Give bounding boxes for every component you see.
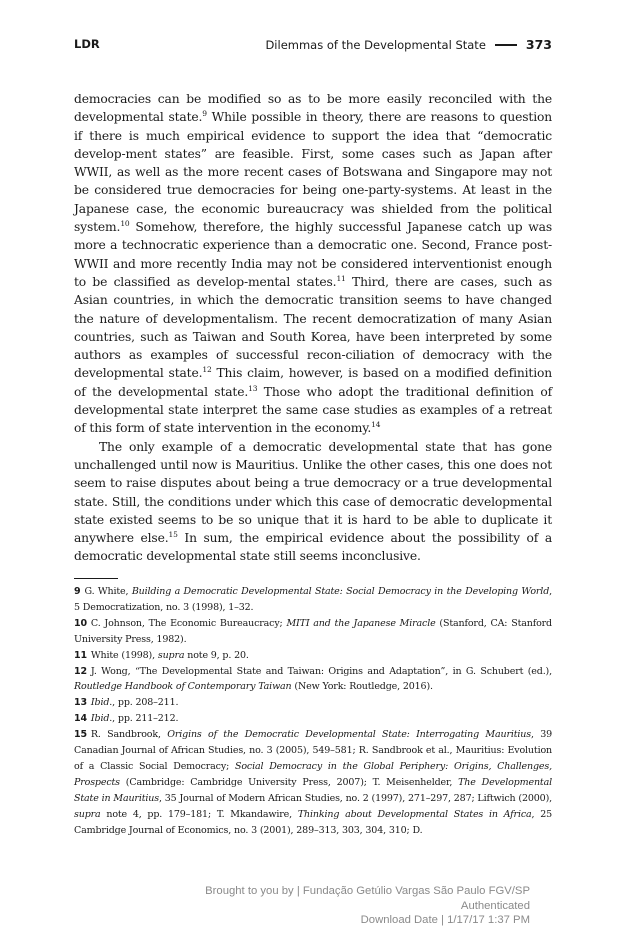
- footnote-15: [74, 727, 552, 838]
- running-head-rule: [495, 44, 517, 46]
- page-number: 373: [525, 37, 552, 52]
- footnote-13: [74, 695, 552, 711]
- footnote-number: 14: [74, 713, 87, 725]
- text-span: (Cambridge: Cambridge University Press, 2007); T. Meisenhelder,: [119, 776, 459, 788]
- text-span: The only example of a democratic developmental state that has gone unchallenged until now is Mauritius. Unlike the other cases, this one does not seem to raise disputes about being a true democracy or a true developmental state. Still, the conditions under which this case of democratic developmental state existed seems to be so unique that it is hard to be able to duplicate it anywhere else.: [74, 439, 552, 546]
- italic-title: Routledge Handbook of Contemporary Taiwan: [74, 681, 292, 693]
- text-span: G. White,: [84, 586, 132, 597]
- footnote-11: [74, 648, 552, 664]
- footnote-ref-15[interactable]: 15: [168, 530, 178, 540]
- italic-term: Ibid: [90, 697, 110, 709]
- running-head: [74, 37, 552, 55]
- footnote-ref-11[interactable]: 11: [336, 273, 346, 283]
- footnote-separator: [74, 578, 118, 579]
- footnote-14: [74, 711, 552, 727]
- footnote-ref-10[interactable]: 10: [120, 218, 130, 228]
- text-span: ., pp. 208–211.: [109, 697, 179, 709]
- text-span: While possible in theory, there are reasons to question if there is much empirical evidence to support the idea that “democratic develop-ment states” are feasible. First, some cases such as Japan after WWII, as well as the more recent cases of Botswana and Singapore may not be considered true democracies for being one-party-systems. At least in the Japanese case, the economic bureaucracy was shielded from the political system.: [74, 110, 552, 235]
- italic-title: MITI and the Japanese Miracle: [286, 617, 436, 629]
- text-span: Somehow, therefore, the highly successful Japanese catch up was more a technocratic experience than a democratic one. Second, France post-WWII and more recently India may not be considered interventionist enough to be classified as develop-mental states.: [74, 220, 552, 289]
- italic-title: The Developmental State in Mauritius: [74, 776, 552, 804]
- footnote-number: 9: [74, 586, 81, 597]
- notice-download-date: Download Date | 1/17/17 1:37 PM: [360, 914, 530, 927]
- text-span: (New York: Routledge, 2016).: [291, 681, 433, 693]
- italic-title: Social Democracy in the Global Periphery: Origins, Challenges, Prospects: [74, 760, 552, 788]
- text-span: R. Sandbrook,: [90, 729, 168, 741]
- footnote-number: 15: [74, 729, 87, 741]
- italic-title: Thinking about Developmental States in Africa: [297, 808, 532, 820]
- text-span: note 9, p. 20.: [184, 649, 249, 661]
- journal-abbreviation: LDR: [74, 37, 100, 51]
- text-span: Those who adopt the traditional definition of developmental state interpret the same case studies as examples of a retreat of this form of state intervention in the economy.: [74, 384, 552, 436]
- text-span: note 4, pp. 179–181; T. Mkandawire,: [100, 808, 298, 820]
- text-span: democracies can be modified so as to be more easily reconciled with the developmental state.: [74, 92, 552, 125]
- footnote-ref-14[interactable]: 14: [371, 420, 381, 430]
- footnote-number: 12: [74, 665, 87, 677]
- text-span: In sum, the empirical evidence about the possibility of a democratic developmental state still seems inconclusive.: [74, 531, 553, 564]
- footnote-ref-12[interactable]: 12: [202, 365, 212, 375]
- italic-title: Origins of the Democratic Developmental State: Interrogating Mauritius: [167, 729, 531, 741]
- footnote-number: 10: [74, 617, 87, 629]
- paragraph-2: [74, 438, 552, 566]
- text-span: , 39 Canadian Journal of African Studies, no. 3 (2005), 549–581; R. Sandbrook et al., Mauritius: Evolution of a Classic Social Democracy;: [74, 729, 553, 772]
- text-span: This claim, however, is based on a modified definition of the developmental state.: [74, 366, 553, 399]
- running-head-right: [265, 37, 552, 52]
- footnote-number: 11: [74, 649, 87, 661]
- italic-title: Building a Democratic Developmental State: Social Democracy in the Developing World: [131, 586, 550, 597]
- italic-term: supra: [157, 649, 185, 661]
- footnote-number: 13: [74, 697, 87, 709]
- paragraph-1: [74, 90, 552, 438]
- text-span: , 25 Cambridge Journal of Economics, no. 3 (2001), 289–313, 303, 304, 310; D.: [74, 808, 553, 836]
- notice-authenticated: Authenticated: [460, 899, 530, 912]
- text-span: (Stanford, CA: Stanford University Press, 1982).: [74, 617, 552, 645]
- footnote-10: [74, 616, 552, 648]
- footnotes: [74, 584, 552, 839]
- italic-term: supra: [74, 808, 101, 820]
- text-span: White (1998),: [90, 649, 158, 661]
- body-text: [74, 90, 552, 566]
- text-span: J. Wong, “The Developmental State and Taiwan: Origins and Adaptation”, in G. Schubert (ed.),: [90, 665, 552, 677]
- text-span: , 5 Democratization, no. 3 (1998), 1–32.: [74, 586, 553, 613]
- notice-provider: Brought to you by | Fundação Getúlio Vargas São Paulo FGV/SP: [205, 885, 530, 897]
- footnote-9: [74, 584, 552, 616]
- footnote-12: [74, 664, 552, 696]
- footnote-ref-9[interactable]: 9: [202, 109, 207, 119]
- text-span: , 35 Journal of Modern African Studies, no. 2 (1997), 271–297, 287; Liftwich (2000),: [158, 792, 552, 804]
- running-title: Dilemmas of the Developmental State: [265, 37, 486, 52]
- text-span: Third, there are cases, such as Asian countries, in which the democratic transition seems to have changed the nature of developmentalism. The recent democratization of many Asian countries, such as Taiwan and South Korea, have been interpreted by some authors as examples of successful recon-ciliation of democracy with the developmental state.: [74, 274, 552, 381]
- footnote-ref-13[interactable]: 13: [248, 383, 258, 393]
- text-span: C. Johnson, The Economic Bureaucracy;: [90, 617, 287, 629]
- download-notice: [170, 884, 530, 928]
- text-span: ., pp. 211–212.: [109, 713, 179, 725]
- italic-term: Ibid: [90, 713, 110, 725]
